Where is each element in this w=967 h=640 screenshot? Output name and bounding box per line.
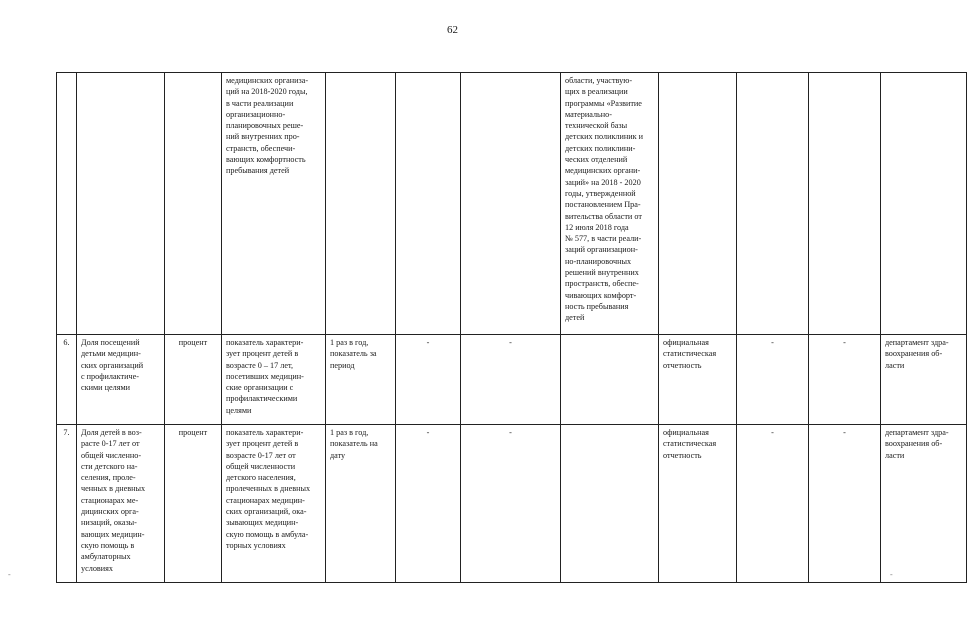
cell-periodicity — [326, 73, 396, 335]
cell-responsible: департамент здра- воохранения об- ласти — [881, 425, 967, 583]
cell-definition: медицинских организа- ций на 2018-2020 годы, в части реализации организационно- планировочных реше- ний внутренних про- странств, обеспечи- вающих комфортность пребывания детей — [222, 73, 326, 335]
cell-responsible: департамент здра- воохранения об- ласти — [881, 335, 967, 425]
cell-unit — [165, 73, 222, 335]
cell-responsible — [881, 73, 967, 335]
left-margin-mark: - — [8, 570, 11, 579]
page-number: 62 — [447, 24, 458, 36]
cell-col7: - — [461, 425, 561, 583]
cell-indicator-name: Доля посещений детьми медицин- ских организаций с профилактиче- скими целями — [77, 335, 165, 425]
cell-indicator-name: Доля детей в воз- расте 0-17 лет от общей численно- сти детского на- селения, проле- ченных в дневных стационарах ме- дицинских орга- низаций, оказы- вающих медицин- скую помощь в амбулаторных условиях — [77, 425, 165, 583]
table-row — [57, 73, 967, 335]
cell-collection-method: официальная статистическая отчетность — [659, 335, 737, 425]
cell-definition: показатель характери- зует процент детей в возрасте 0-17 лет от общей численности детского населения, пролеченных в дневных стационарах медицин- ских организаций, ока- зывающих медицин- скую помощь в амбула- торных условиях — [222, 425, 326, 583]
cell-col11: - — [809, 335, 881, 425]
cell-periodicity: 1 раз в год, показатель на дату — [326, 425, 396, 583]
cell-col10: - — [737, 425, 809, 583]
cell-unit: процент — [165, 425, 222, 583]
cell-periodicity: 1 раз в год, показатель за период — [326, 335, 396, 425]
cell-col7: - — [461, 335, 561, 425]
cell-collection-method: официальная статистическая отчетность — [659, 425, 737, 583]
cell-number — [57, 73, 77, 335]
cell-basic-indicators — [561, 425, 659, 583]
cell-basic-indicators: области, участвую- щих в реализации программы «Развитие материально- технической базы детских поликлиник и детских поликлини- ческих отделений медицинских органи- заций» на 2018 - 2020 годы, утвержденной постановлением Пра- вительства области от 12 июля 2018 года № 577, в части реали- заций организацион- но-планировочных решений внутренних пространств, обеспе- чивающих комфорт- ность пребывания детей — [561, 73, 659, 335]
cell-col7 — [461, 73, 561, 335]
cell-col11 — [809, 73, 881, 335]
right-margin-mark: - — [890, 570, 893, 579]
cell-basic-indicators — [561, 335, 659, 425]
cell-col6: - — [396, 335, 461, 425]
cell-collection-method — [659, 73, 737, 335]
table-row — [57, 425, 967, 583]
cell-col6: - — [396, 425, 461, 583]
cell-col6 — [396, 73, 461, 335]
cell-col10: - — [737, 335, 809, 425]
cell-col10 — [737, 73, 809, 335]
cell-unit: процент — [165, 335, 222, 425]
table-row — [57, 335, 967, 425]
cell-number: 6. — [57, 335, 77, 425]
cell-number: 7. — [57, 425, 77, 583]
cell-definition: показатель характери- зует процент детей в возрасте 0 – 17 лет, посетивших медицин- ские организации с профилактическими целями — [222, 335, 326, 425]
indicators-table — [56, 72, 967, 583]
cell-indicator-name — [77, 73, 165, 335]
cell-col11: - — [809, 425, 881, 583]
